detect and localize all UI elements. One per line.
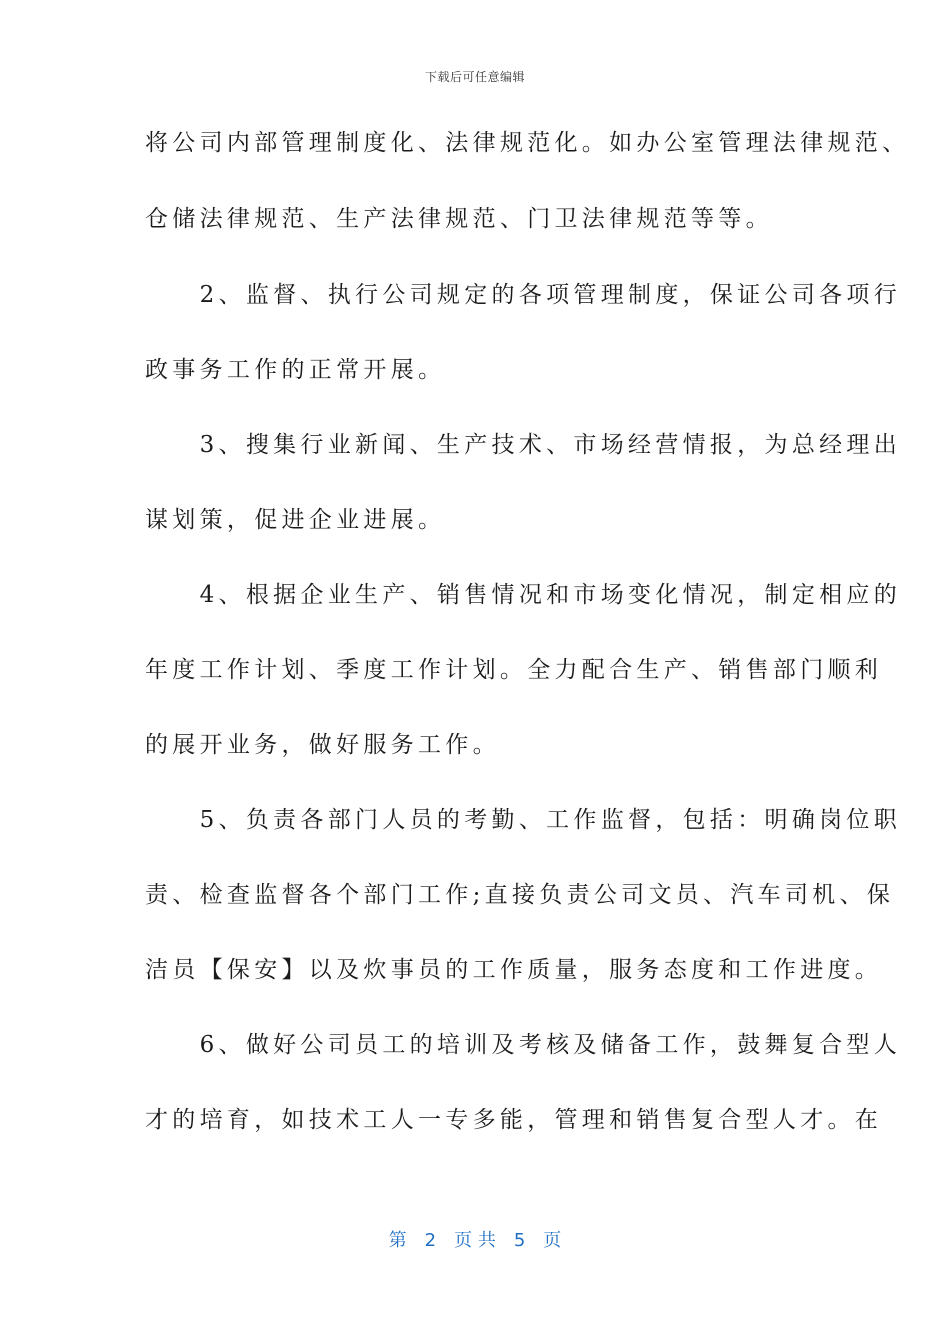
page-number: 第 2 页 共 5 页 [388, 1230, 562, 1251]
body-line: 谋划策，促进企业进展。 [145, 507, 446, 533]
body-line: 责、检查监督各个部门工作;直接负责公司文员、汽车司机、保 [145, 882, 895, 908]
body-line: 年度工作计划、季度工作计划。全力配合生产、销售部门顺利 [145, 657, 883, 683]
body-line: 4、根据企业生产、销售情况和市场变化情况，制定相应的 [145, 582, 902, 608]
body-line: 6、做好公司员工的培训及考核及储备工作，鼓舞复合型人 [145, 1032, 902, 1058]
body-line: 5、负责各部门人员的考勤、工作监督，包括：明确岗位职 [145, 807, 902, 833]
body-line: 将公司内部管理制度化、法律规范化。如办公室管理法律规范、 [145, 130, 910, 156]
body-line: 洁员【保安】以及炊事员的工作质量，服务态度和工作进度。 [145, 957, 883, 983]
body-line: 才的培育，如技术工人一专多能，管理和销售复合型人才。在 [145, 1107, 883, 1133]
body-line: 仓储法律规范、生产法律规范、门卫法律规范等等。 [145, 206, 773, 232]
body-line: 3、搜集行业新闻、生产技术、市场经营情报，为总经理出 [145, 432, 902, 458]
body-line: 的展开业务，做好服务工作。 [145, 732, 500, 758]
body-line: 2、监督、执行公司规定的各项管理制度，保证公司各项行 [145, 282, 902, 308]
body-line: 政事务工作的正常开展。 [145, 357, 446, 383]
page-header: 下载后可任意编辑 [424, 70, 525, 84]
